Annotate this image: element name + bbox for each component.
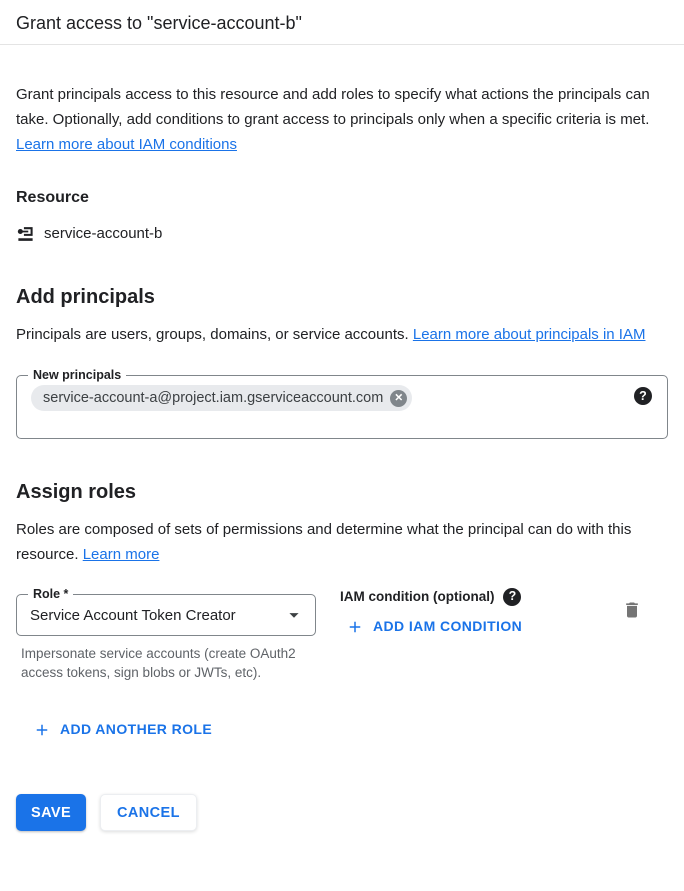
- question-mark-glyph: ?: [639, 388, 647, 403]
- new-principals-field[interactable]: [16, 368, 668, 439]
- chip-remove-button[interactable]: [390, 390, 407, 407]
- role-label: Role *: [28, 586, 73, 603]
- role-value: Service Account Token Creator: [30, 606, 236, 624]
- intro-text: Grant principals access to this resource and add roles to specify what actions the principals can take. Optionally, add conditions to grant access to principals only when a specific criteria is met.: [16, 86, 650, 128]
- assign-roles-text: Roles are composed of sets of permissions and determine what the principal can do with this resource.: [16, 521, 632, 563]
- role-select[interactable]: [16, 587, 316, 636]
- resource-name: service-account-b: [44, 225, 163, 242]
- chevron-down-icon: [283, 604, 305, 626]
- role-row: [16, 587, 668, 682]
- intro-paragraph: [16, 82, 664, 157]
- assign-roles-description: [16, 517, 661, 567]
- condition-label-row: [340, 587, 528, 606]
- condition-help-icon[interactable]: [503, 588, 521, 606]
- iam-condition-label: IAM condition (optional): [340, 589, 495, 604]
- question-mark-glyph: ?: [508, 589, 517, 604]
- cancel-button[interactable]: CANCEL: [100, 794, 197, 831]
- dialog-content: [0, 82, 684, 831]
- trash-icon: [622, 600, 642, 620]
- plus-icon: [346, 618, 364, 636]
- iam-conditions-link[interactable]: Learn more about IAM conditions: [16, 136, 237, 153]
- add-another-role-label: ADD ANOTHER ROLE: [60, 721, 213, 737]
- delete-role-button[interactable]: [622, 600, 642, 620]
- condition-column: [340, 587, 528, 638]
- add-iam-condition-button[interactable]: [340, 615, 528, 638]
- close-icon: ✕: [394, 391, 404, 404]
- add-another-role-button[interactable]: [27, 718, 218, 741]
- resource-heading: Resource: [16, 189, 89, 206]
- add-principals-description: [16, 322, 661, 347]
- role-helper-text: Impersonate service accounts (create OAuth2 access tokens, sign blobs or JWTs, etc).: [21, 646, 296, 680]
- principal-chip-value: service-account-a@project.iam.gserviceaccount.com: [43, 390, 384, 406]
- resource-row: [16, 224, 668, 243]
- principal-chip: [31, 385, 412, 411]
- plus-icon: [33, 721, 51, 739]
- roles-learn-more-link[interactable]: Learn more: [82, 546, 160, 563]
- principals-learn-more-link[interactable]: Learn more about principals in IAM: [412, 326, 646, 343]
- add-principals-heading: Add principals: [16, 286, 155, 308]
- dialog-header: [0, 0, 684, 45]
- add-principals-text: Principals are users, groups, domains, or service accounts.: [16, 326, 409, 343]
- assign-roles-heading: Assign roles: [16, 481, 137, 503]
- service-account-icon: [16, 224, 35, 243]
- save-button[interactable]: SAVE: [16, 794, 86, 831]
- new-principals-label: New principals: [28, 367, 126, 384]
- role-column: [16, 587, 316, 682]
- dialog-title: Grant access to "service-account-b": [16, 13, 302, 33]
- add-iam-condition-label: ADD IAM CONDITION: [373, 618, 523, 634]
- dialog-actions: [16, 794, 668, 831]
- principals-help-icon[interactable]: [634, 387, 652, 405]
